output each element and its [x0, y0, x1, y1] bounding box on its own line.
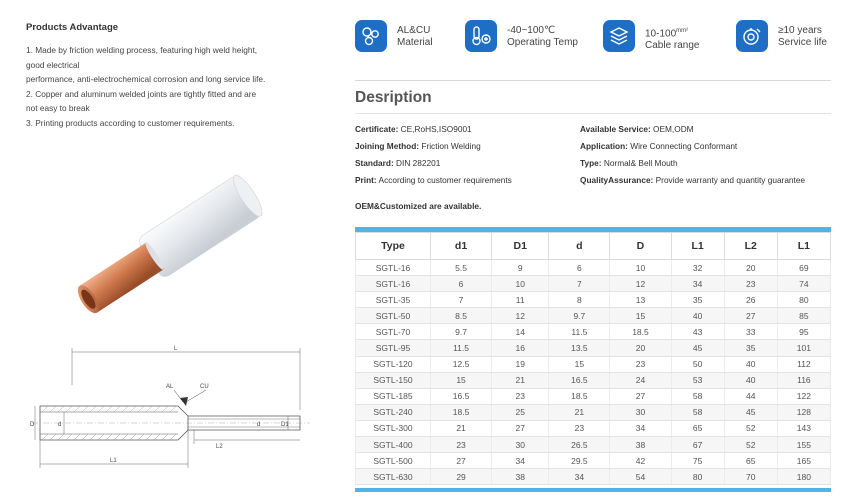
table-cell: 11.5	[549, 324, 610, 340]
table-cell: SGTL-185	[356, 388, 431, 404]
table-cell: 40	[724, 356, 777, 372]
table-cell: SGTL-120	[356, 356, 431, 372]
table-cell: 16.5	[549, 372, 610, 388]
table-cell: 155	[777, 437, 830, 453]
table-cell: 25	[492, 404, 549, 420]
table-cell: SGTL-300	[356, 420, 431, 436]
table-cell: SGTL-16	[356, 276, 431, 292]
table-cell: SGTL-16	[356, 260, 431, 276]
table-cell: 16.5	[431, 388, 492, 404]
table-row	[356, 340, 831, 356]
dim-d-label: d	[257, 422, 261, 428]
spec-available-service: Available Service: OEM,ODM	[580, 124, 694, 134]
table-row	[356, 324, 831, 340]
spec-certificate: Certificate: CE,RoHS,ISO9001	[355, 124, 472, 134]
table-cell: 52	[724, 420, 777, 436]
table-cell: 112	[777, 356, 830, 372]
table-body	[356, 260, 831, 485]
table-cell: 34	[549, 469, 610, 485]
advantage-line: 1. Made by friction welding process, featuring high weld height,	[26, 45, 258, 55]
table-cell: 67	[671, 437, 724, 453]
table-cell: 69	[777, 260, 830, 276]
table-row	[356, 469, 831, 485]
table-cell: 12.5	[431, 356, 492, 372]
table-cell: 18.5	[549, 388, 610, 404]
table-cell: 40	[724, 372, 777, 388]
table-cell: 16	[492, 340, 549, 356]
advantage-line: performance, anti-electrochemical corrosion and long service life.	[26, 74, 266, 84]
dim-D1-label: D1	[281, 422, 289, 428]
table-cell: 128	[777, 404, 830, 420]
table-cell: 33	[724, 324, 777, 340]
table-cell: 101	[777, 340, 830, 356]
table-cell: 32	[671, 260, 724, 276]
table-cell: 165	[777, 453, 830, 469]
table-row	[356, 437, 831, 453]
table-cell: 45	[724, 404, 777, 420]
table-cell: 29	[431, 469, 492, 485]
table-header: L2	[724, 233, 777, 260]
feature-line1: ≥10 years	[778, 25, 822, 36]
table-cell: 38	[492, 469, 549, 485]
table-cell: 21	[549, 404, 610, 420]
table-cell: 80	[671, 469, 724, 485]
table-cell: 53	[671, 372, 724, 388]
divider	[355, 113, 831, 114]
table-cell: SGTL-630	[356, 469, 431, 485]
table-header: D	[610, 233, 671, 260]
table-cell: 20	[724, 260, 777, 276]
table-cell: 7	[549, 276, 610, 292]
table-cell: 50	[671, 356, 724, 372]
table-cell: 65	[671, 420, 724, 436]
spec-type: Type: Normal& Bell Mouth	[580, 158, 678, 168]
divider	[355, 80, 831, 81]
table-cell: 42	[610, 453, 671, 469]
table-cell: 116	[777, 372, 830, 388]
dim-L-label: L	[174, 346, 178, 352]
table-cell: 12	[492, 308, 549, 324]
table-cell: 122	[777, 388, 830, 404]
table-cell: 6	[549, 260, 610, 276]
table-cell: 21	[431, 420, 492, 436]
table-cell: 58	[671, 388, 724, 404]
table-cell: 52	[724, 437, 777, 453]
table-row	[356, 308, 831, 324]
advantage-line: 2. Copper and aluminum welded joints are tightly fitted and are	[26, 88, 257, 99]
table-cell: 54	[610, 469, 671, 485]
table-cell: SGTL-240	[356, 404, 431, 420]
spec-joining-method: Joining Method: Friction Welding	[355, 141, 481, 151]
table-cell: 9.7	[431, 324, 492, 340]
table-header: d1	[431, 233, 492, 260]
table-cell: 29.5	[549, 453, 610, 469]
table-cell: 35	[724, 340, 777, 356]
table-cell: SGTL-70	[356, 324, 431, 340]
spec-table	[355, 232, 831, 485]
feature-line1: AL&CU	[397, 25, 431, 36]
table-cell: 18.5	[431, 404, 492, 420]
table-cell: 40	[671, 308, 724, 324]
feature-line2: Material	[397, 37, 433, 48]
advantage-line: not easy to break	[26, 103, 90, 113]
table-cell: 38	[610, 437, 671, 453]
table-row	[356, 404, 831, 420]
table-cell: 15	[431, 372, 492, 388]
table-cell: 43	[671, 324, 724, 340]
dim-D-label: D	[30, 422, 35, 428]
products-advantage	[26, 22, 296, 130]
table-cell: 27	[492, 420, 549, 436]
product-image	[50, 170, 290, 320]
table-header: Type	[356, 233, 431, 260]
table-cell: 143	[777, 420, 830, 436]
feature-row	[353, 20, 833, 60]
table-cell: 19	[492, 356, 549, 372]
stopwatch-icon	[736, 20, 768, 52]
feature-line2: Cable range	[645, 40, 700, 52]
table-row	[356, 260, 831, 276]
table-cell: 74	[777, 276, 830, 292]
feature-line2: Service life	[778, 37, 827, 48]
advantage-title: Products Advantage	[26, 22, 119, 33]
feature-line1: 10-100	[645, 28, 677, 40]
table-cell: SGTL-500	[356, 453, 431, 469]
spec-print: Print: According to customer requirements	[355, 175, 512, 185]
table-cell: 34	[610, 420, 671, 436]
table-cell: 10	[610, 260, 671, 276]
table-row	[356, 453, 831, 469]
table-cell: 13	[610, 292, 671, 308]
dim-L1-label: L1	[110, 458, 117, 464]
table-cell: 30	[492, 437, 549, 453]
feature-line2: Operating Temp	[507, 37, 578, 48]
table-cell: 80	[777, 292, 830, 308]
table-cell: 21	[492, 372, 549, 388]
table-cell: SGTL-35	[356, 292, 431, 308]
table-cell: 8.5	[431, 308, 492, 324]
dim-d1-label: d	[58, 422, 62, 428]
spec-standard: Standard: DIN 282201	[355, 158, 441, 168]
table-row	[356, 292, 831, 308]
table-cell: 12	[610, 276, 671, 292]
al-label: AL	[166, 384, 174, 390]
technical-drawing	[28, 340, 318, 475]
table-cell: 27	[431, 453, 492, 469]
table-cell: 14	[492, 324, 549, 340]
table-header: D1	[492, 233, 549, 260]
table-cell: 34	[492, 453, 549, 469]
table-band	[355, 488, 831, 492]
table-cell: 24	[610, 372, 671, 388]
table-header: L1	[671, 233, 724, 260]
table-cell: 5.5	[431, 260, 492, 276]
table-cell: 65	[724, 453, 777, 469]
table-row	[356, 356, 831, 372]
table-cell: 8	[549, 292, 610, 308]
layers-icon	[603, 20, 635, 52]
table-row	[356, 388, 831, 404]
table-cell: 18.5	[610, 324, 671, 340]
table-cell: SGTL-400	[356, 437, 431, 453]
table-cell: 70	[724, 469, 777, 485]
table-cell: 180	[777, 469, 830, 485]
table-cell: 23	[610, 356, 671, 372]
table-cell: SGTL-150	[356, 372, 431, 388]
table-row	[356, 276, 831, 292]
table-cell: 58	[671, 404, 724, 420]
table-cell: 11	[492, 292, 549, 308]
thermometer-icon	[465, 20, 497, 52]
table-cell: 23	[431, 437, 492, 453]
table-cell: 35	[671, 292, 724, 308]
table-cell: 23	[492, 388, 549, 404]
table-cell: 9	[492, 260, 549, 276]
table-header: d	[549, 233, 610, 260]
table-row	[356, 372, 831, 388]
table-cell: 95	[777, 324, 830, 340]
table-cell: 26.5	[549, 437, 610, 453]
spec-quality-assurance: QualityAssurance: Provide warranty and quantity guarantee	[580, 175, 806, 185]
table-cell: 34	[671, 276, 724, 292]
table-cell: 7	[431, 292, 492, 308]
table-cell: 15	[610, 308, 671, 324]
table-cell: 15	[549, 356, 610, 372]
cu-label: CU	[200, 384, 209, 390]
alcu-molecule-icon	[355, 20, 387, 52]
table-cell: 9.7	[549, 308, 610, 324]
table-cell: SGTL-50	[356, 308, 431, 324]
spec-application: Application: Wire Connecting Conformant	[580, 141, 738, 151]
dim-L2-label: L2	[216, 444, 223, 450]
table-cell: SGTL-95	[356, 340, 431, 356]
table-cell: 26	[724, 292, 777, 308]
table-cell: 85	[777, 308, 830, 324]
oem-note: OEM&Customized are available.	[355, 201, 482, 211]
table-cell: 23	[549, 420, 610, 436]
table-cell: 75	[671, 453, 724, 469]
feature-unit: mm²	[676, 28, 689, 34]
table-cell: 27	[610, 388, 671, 404]
description-title: Desription	[355, 89, 432, 106]
table-header-row	[356, 233, 831, 260]
advantage-line: good electrical	[26, 59, 80, 70]
table-cell: 13.5	[549, 340, 610, 356]
table-row	[356, 420, 831, 436]
table-cell: 6	[431, 276, 492, 292]
feature-line1: -40~100℃	[507, 25, 556, 36]
table-cell: 44	[724, 388, 777, 404]
table-cell: 45	[671, 340, 724, 356]
table-cell: 27	[724, 308, 777, 324]
advantage-line: 3. Printing products according to customer requirements.	[26, 117, 235, 128]
table-cell: 23	[724, 276, 777, 292]
table-cell: 30	[610, 404, 671, 420]
table-header: L1	[777, 233, 830, 260]
table-cell: 10	[492, 276, 549, 292]
table-cell: 20	[610, 340, 671, 356]
table-cell: 11.5	[431, 340, 492, 356]
